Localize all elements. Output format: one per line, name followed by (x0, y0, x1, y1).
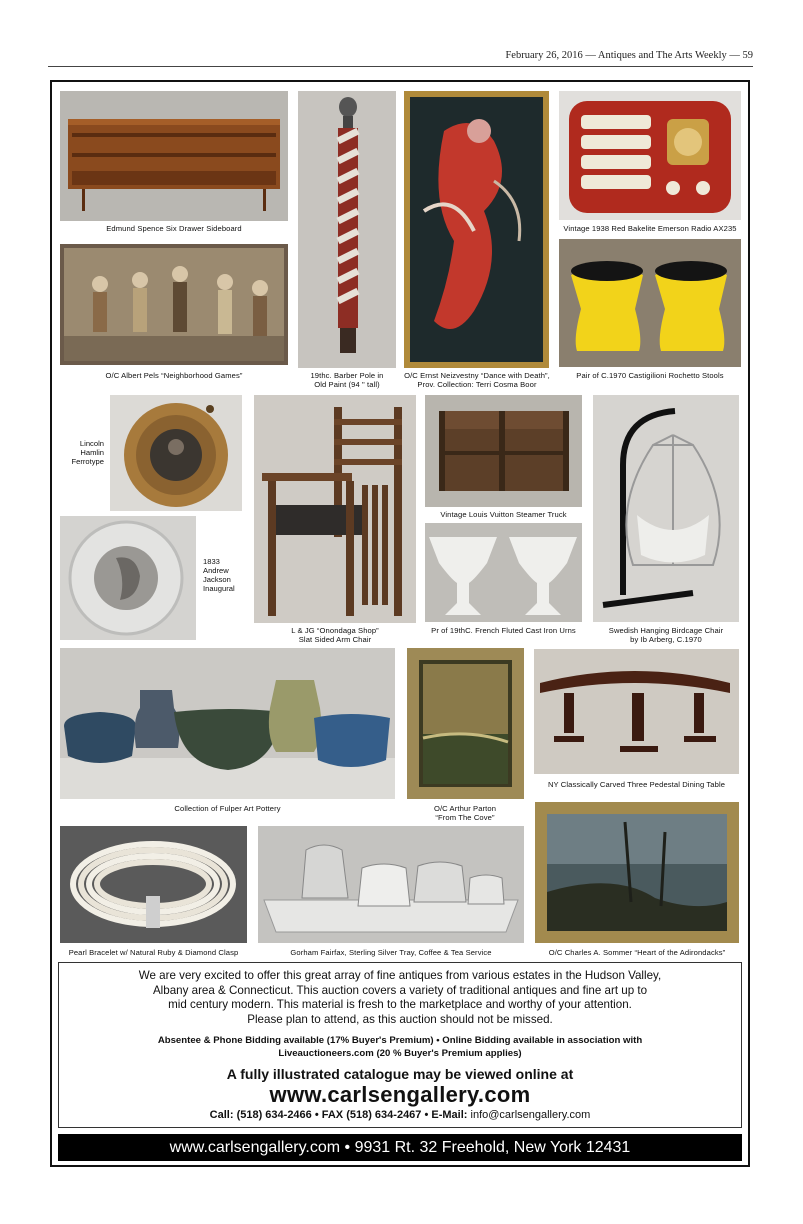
caption-jackson-inaugural: 1833 Andrew Jackson Inaugural (203, 557, 235, 593)
caption-neighborhood-games: O/C Albert Pels “Neighborhood Games” (105, 371, 243, 380)
intro-paragraph: We are very excited to offer this great array of fine antiques from various estates in the Hudson Valley, Albany area & Connecticut. This auction covers a variety of traditional antiques and fine art up to mid century modern. This material is fresh to the marketplace and worthy of your attention. Please plan to attend, as this auction should not be missed. (138, 969, 662, 1026)
bidding-info: Absentee & Phone Bidding available (17% Buyer's Premium) • Online Bidding available in association with Liveauctioneers.com (20 % Buyer's Premium applies) (157, 1035, 643, 1059)
caption-dance-with-death: O/C Ernst Neizvestny “Dance with Death”, Prov. Collection: Terri Cosma Boor (404, 371, 550, 389)
caption-from-the-cove: O/C Arthur Parton “From The Cove” (433, 804, 497, 822)
steamer-trunk-photo (425, 395, 582, 507)
neighborhood-games-photo (60, 244, 288, 365)
caption-urns: Pr of 19thC. French Fluted Cast Iron Urns (431, 626, 576, 635)
footer-bar: www.carlsengallery.com • 9931 Rt. 32 Freehold, New York 12431 (58, 1134, 742, 1161)
pearl-bracelet-photo (60, 826, 247, 943)
caption-pearl-bracelet: Pearl Bracelet w/ Natural Ruby & Diamond Clasp (68, 948, 239, 957)
phone-fax: Call: (518) 634-2466 • FAX (518) 634-2467 • E-Mail: (209, 1109, 468, 1121)
caption-arm-chair: L & JG “Onondaga Shop” Slat Sided Arm Chair (291, 626, 379, 644)
caption-stools: Pair of C.1970 Castigilioni Rochetto Stools (576, 371, 724, 380)
jackson-inaugural-photo (60, 516, 196, 640)
birdcage-chair-photo (593, 395, 739, 622)
caption-barber-pole: 19thc. Barber Pole in Old Paint (94 " tall) (310, 371, 384, 389)
dance-with-death-photo (404, 91, 549, 368)
caption-birdcage-chair: Swedish Hanging Birdcage Chair by Ib Arberg, C.1970 (608, 626, 724, 644)
contact-line (69, 1109, 731, 1121)
silver-service-photo (258, 826, 524, 943)
website-link[interactable]: www.carlsengallery.com (269, 1082, 531, 1107)
stools-photo (559, 239, 741, 367)
heart-of-adirondacks-photo (535, 802, 739, 943)
caption-fulper-pottery: Collection of Fulper Art Pottery (174, 804, 281, 813)
dining-table-photo (534, 649, 739, 774)
email-link[interactable]: info@carlsengallery.com (470, 1109, 591, 1121)
caption-radio: Vintage 1938 Red Bakelite Emerson Radio AX235 (563, 224, 737, 233)
header-text: February 26, 2016 — Antiques and The Arts Weekly — 59 (505, 50, 753, 61)
sideboard-photo (60, 91, 288, 221)
barber-pole-photo (298, 91, 396, 368)
caption-silver-service: Gorham Fairfax, Sterling Silver Tray, Coffee & Tea Service (290, 948, 492, 957)
from-the-cove-photo (407, 648, 524, 799)
caption-sideboard: Edmund Spence Six Drawer Sideboard (106, 224, 242, 233)
radio-photo (559, 91, 741, 220)
arm-chair-photo (254, 395, 416, 623)
fulper-pottery-photo (60, 648, 395, 799)
caption-heart-of-adirondacks: O/C Charles A. Sommer “Heart of the Adirondacks” (548, 948, 726, 957)
caption-ferrotype: Lincoln Hamlin Ferrotype (71, 439, 104, 466)
urns-photo (425, 523, 582, 622)
caption-steamer-trunk: Vintage Louis Vuitton Steamer Truck (440, 510, 567, 519)
page-header (48, 50, 753, 67)
auction-info-box (58, 962, 742, 1128)
ferrotype-photo (110, 395, 242, 511)
catalogue-line: A fully illustrated catalogue may be viewed online at (226, 1066, 574, 1082)
caption-dining-table: NY Classically Carved Three Pedestal Dining Table (547, 780, 726, 789)
